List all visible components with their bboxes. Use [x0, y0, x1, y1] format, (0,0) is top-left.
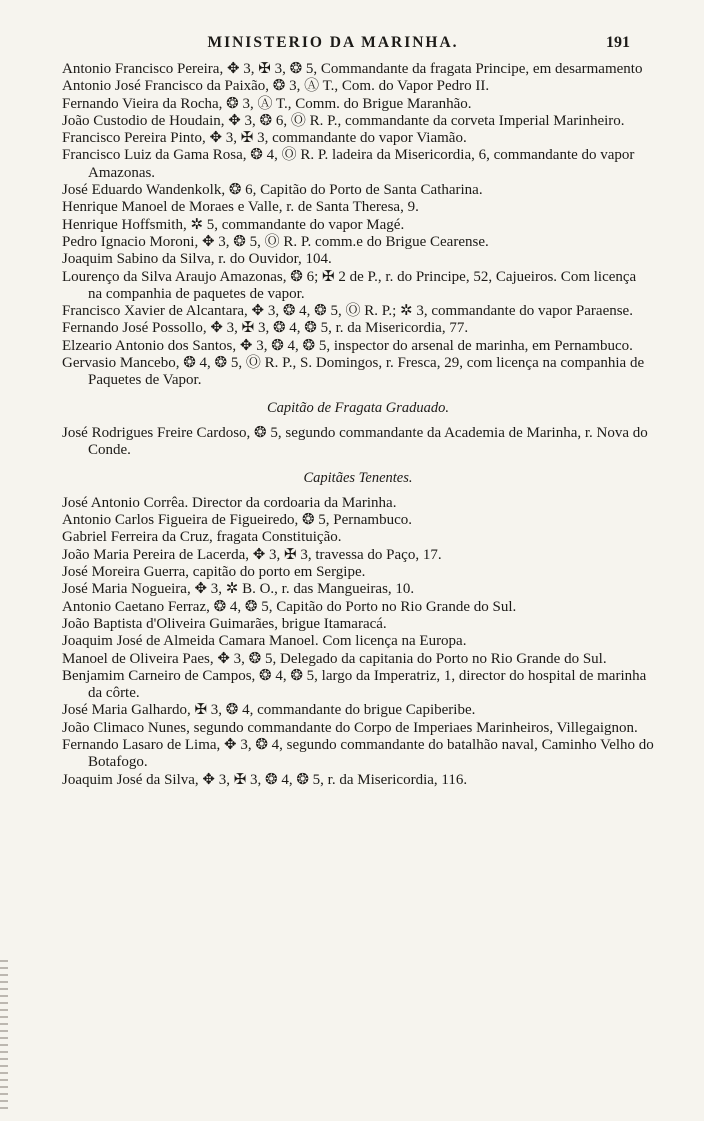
list-item: Fernando Lasaro de Lima, ✥ 3, ❂ 4, segundo commandante do batalhão naval, Caminho Velho do Botafogo. [62, 736, 654, 771]
list-item: Fernando Vieira da Rocha, ❂ 3, Ⓐ T., Comm. do Brigue Maranhão. [62, 95, 472, 112]
entry-list-section2 [62, 495, 654, 789]
document-body [62, 61, 654, 789]
list-item: José Maria Nogueira, ✥ 3, ✲ B. O., r. das Mangueiras, 10. [62, 581, 415, 598]
list-item: João Maria Pereira de Lacerda, ✥ 3, ✠ 3, travessa do Paço, 17. [62, 546, 442, 563]
list-item: Antonio Caetano Ferraz, ❂ 4, ❂ 5, Capitão do Porto no Rio Grande do Sul. [62, 598, 517, 615]
list-item: José Antonio Corrêa. Director da cordoaria da Marinha. [62, 494, 397, 511]
entry-list-section1 [62, 425, 654, 460]
section-heading-capitaes-tenentes: Capitães Tenentes. [303, 469, 413, 486]
list-item: João Custodio de Houdain, ✥ 3, ❂ 6, Ⓞ R. P., commandante da corveta Imperial Marinheiro. [62, 112, 625, 129]
list-item: Joaquim José da Silva, ✥ 3, ✠ 3, ❂ 4, ❂ 5, r. da Misericordia, 116. [62, 771, 468, 788]
list-item: Benjamim Carneiro de Campos, ❂ 4, ❂ 5, largo da Imperatriz, 1, director do hospital de marinha da côrte. [62, 667, 647, 702]
page-number: 191 [606, 34, 630, 51]
list-item: José Rodrigues Freire Cardoso, ❂ 5, segundo commandante da Academia de Marinha, r. Nova do Conde. [62, 424, 648, 459]
entry-list-top [62, 61, 654, 390]
list-item: Antonio José Francisco da Paixão, ❂ 3, Ⓐ T., Com. do Vapor Pedro II. [62, 78, 490, 95]
list-item: Fernando José Possollo, ✥ 3, ✠ 3, ❂ 4, ❂ 5, r. da Misericordia, 77. [62, 320, 469, 337]
list-item: José Moreira Guerra, capitão do porto em Sergipe. [62, 564, 366, 581]
list-item: João Climaco Nunes, segundo commandante do Corpo de Imperiaes Marinheiros, Villegaignon. [62, 719, 638, 736]
list-item: Francisco Luiz da Gama Rosa, ❂ 4, Ⓞ R. P. ladeira da Misericordia, 6, commandante do vapor Amazonas. [62, 147, 635, 181]
page-title: MINISTERIO DA MARINHA. [207, 34, 459, 51]
section-heading-capitao-fragata-graduado: Capitão de Fragata Graduado. [266, 399, 450, 416]
list-item: Francisco Xavier de Alcantara, ✥ 3, ❂ 4, ❂ 5, Ⓞ R. P.; ✲ 3, commandante do vapor Paraense. [62, 303, 633, 320]
list-item: Antonio Carlos Figueira de Figueiredo, ❂ 5, Pernambuco. [62, 512, 413, 529]
list-item: Lourenço da Silva Araujo Amazonas, ❂ 6; ✠ 2 de P., r. do Principe, 52, Cajueiros. Com licença na companhia de paquetes de vapor. [62, 268, 637, 302]
list-item: José Maria Galhardo, ✠ 3, ❂ 4, commandante do brigue Capiberibe. [62, 702, 476, 719]
list-item: Pedro Ignacio Moroni, ✥ 3, ❂ 5, Ⓞ R. P. comm.e do Brigue Cearense. [62, 233, 489, 250]
list-item: Francisco Pereira Pinto, ✥ 3, ✠ 3, commandante do vapor Viamão. [62, 130, 467, 147]
list-item: Henrique Manoel de Moraes e Valle, r. de Santa Theresa, 9. [62, 199, 419, 216]
list-item: Gervasio Mancebo, ❂ 4, ❂ 5, Ⓞ R. P., S. Domingos, r. Fresca, 29, com licença na companhia de Paquetes de Vapor. [62, 355, 645, 389]
list-item: Joaquim José de Almeida Camara Manoel. Com licença na Europa. [62, 633, 467, 650]
list-item: José Eduardo Wandenkolk, ❂ 6, Capitão do Porto de Santa Catharina. [62, 182, 483, 199]
list-item: João Baptista d'Oliveira Guimarães, brigue Itamaracá. [62, 615, 387, 632]
list-item: Antonio Francisco Pereira, ✥ 3, ✠ 3, ❂ 5, Commandante da fragata Principe, em desarmamento [62, 61, 643, 77]
list-item: Elzeario Antonio dos Santos, ✥ 3, ❂ 4, ❂ 5, inspector do arsenal de marinha, em Pernambuco. [62, 337, 633, 354]
scan-margin-marks [0, 960, 8, 1110]
list-item: Joaquim Sabino da Silva, r. do Ouvidor, 104. [62, 251, 332, 268]
list-item: Gabriel Ferreira da Cruz, fragata Constituição. [62, 529, 342, 546]
list-item: Manoel de Oliveira Paes, ✥ 3, ❂ 5, Delegado da capitania do Porto no Rio Grande do Sul. [62, 650, 607, 667]
page-header [60, 34, 630, 58]
list-item: Henrique Hoffsmith, ✲ 5, commandante do vapor Magé. [62, 216, 405, 233]
